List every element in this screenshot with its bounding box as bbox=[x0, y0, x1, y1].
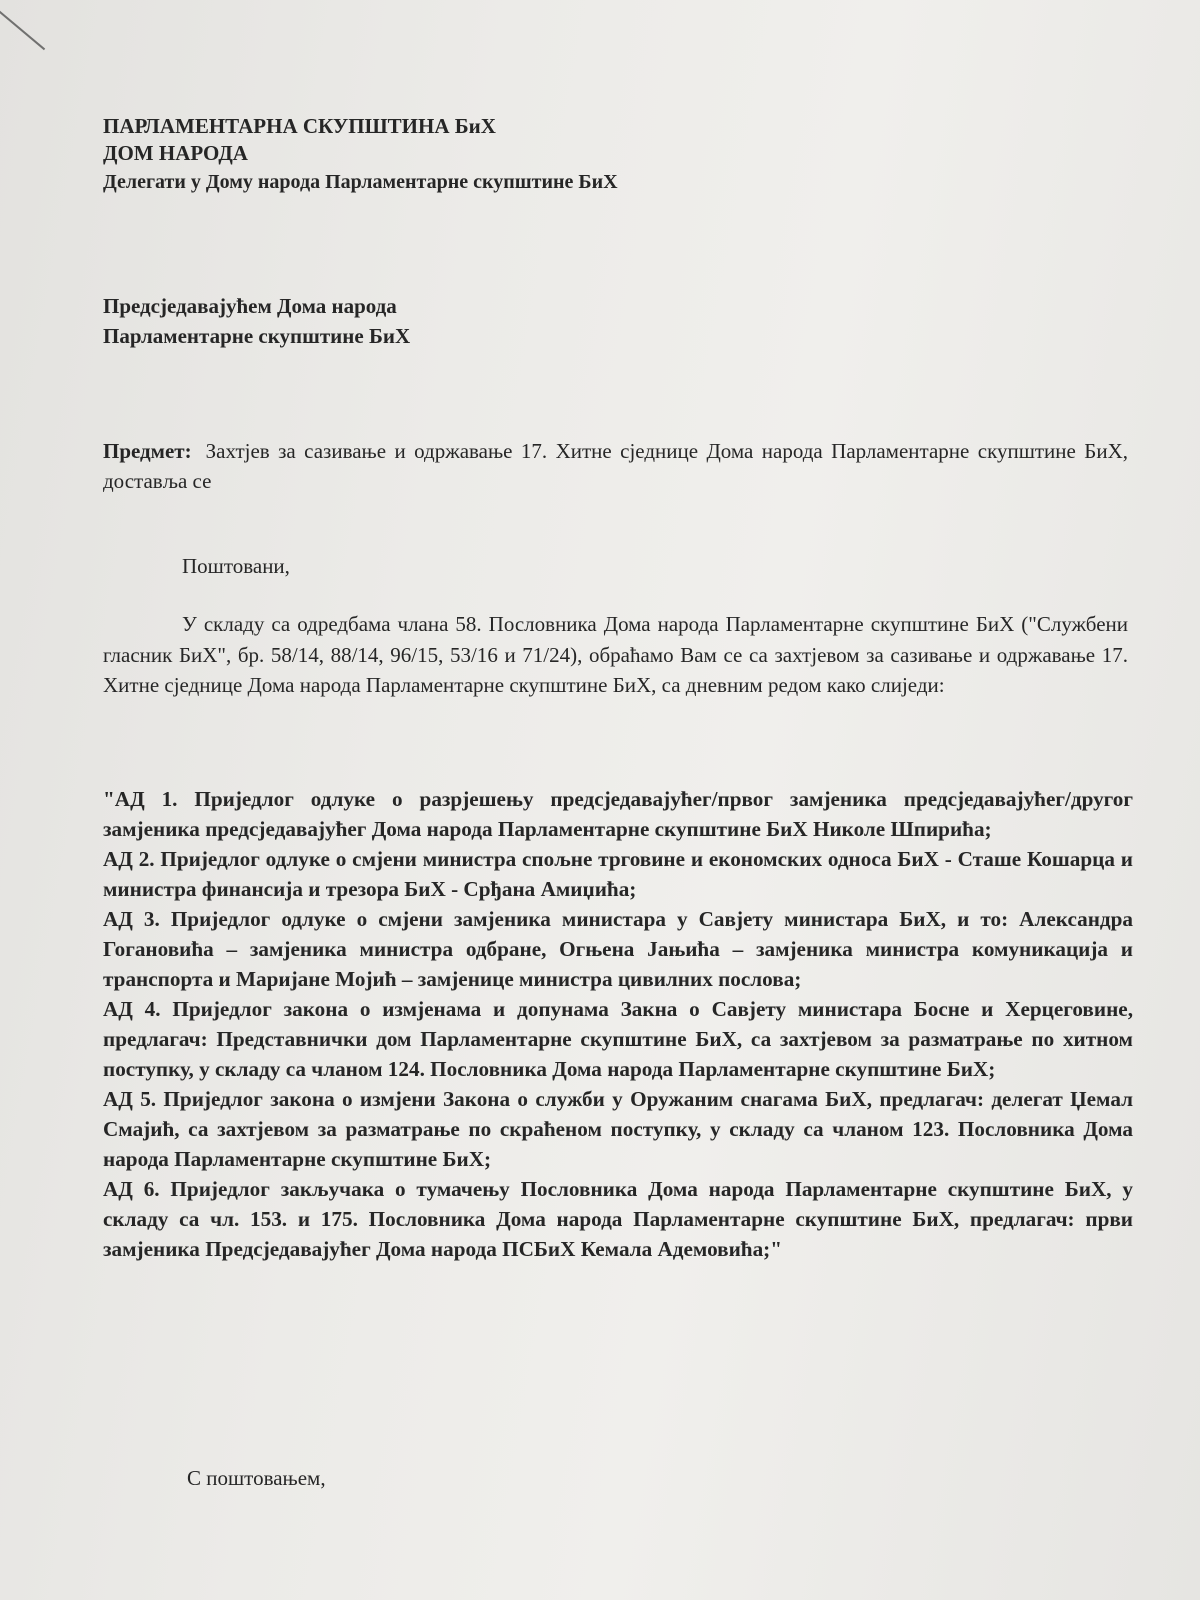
intro-paragraph: У складу са одредбама члана 58. Пословника Дома народа Парламентарне скупштине БиХ ("Службени гласник БиХ", бр. 58/14, 88/14, 96/15, 53/16 и 71/24), обраћамо Вам се са захтјевом за сазивање и одржавање 17. Хитне сједнице Дома народа Парламентарне скупштине БиХ, са дневним редом како слиједи: bbox=[103, 612, 1128, 697]
subject-line bbox=[103, 436, 1128, 496]
house-name: ДОМ НАРОДА bbox=[103, 141, 248, 165]
letterhead bbox=[103, 113, 1003, 196]
institution-name: ПАРЛАМЕНТАРНА СКУПШТИНА БиХ bbox=[103, 114, 496, 138]
agenda-item-2: АД 2. Приједлог одлуке о смјени министра спољне трговине и економских односа БиХ - Сташе Кошарца и министра финансија и трезора БиХ - Срђана Амиџића; bbox=[103, 847, 1133, 901]
addressee-line-1: Предсједавајућем Дома народа bbox=[103, 294, 397, 318]
salutation: Поштовани, bbox=[182, 554, 290, 578]
agenda-item-3: АД 3. Приједлог одлуке о смјени замјеника министара у Савјету министара БиХ, и то: Александра Гогановића – замјеника министра одбране, Огњена Јањића – замјеника министра комуникација и транспорта и Маријане Мојић – замјенице министра цивилних послова; bbox=[103, 907, 1133, 991]
addressee-line-2: Парламентарне скупштине БиХ bbox=[103, 324, 411, 348]
agenda-list bbox=[103, 784, 1133, 1264]
closing-salutation: С поштовањем, bbox=[187, 1466, 326, 1490]
agenda-item-1: "АД 1. Приједлог одлуке о разрјешењу предсједавајућег/првог замјеника предсједавајућег/другог замјеника предсједавајућег Дома народа Парламентарне скупштине БиХ Николе Шпирића; bbox=[103, 787, 1133, 841]
sender-group: Делегати у Дому народа Парламентарне скупштине БиХ bbox=[103, 171, 618, 193]
subject-label: Предмет: bbox=[103, 439, 192, 463]
agenda-item-6: АД 6. Приједлог закључака о тумачењу Пословника Дома народа Парламентарне скупштине БиХ, у складу са чл. 153. и 175. Пословника Дома народа Парламентарне скупштине БиХ, предлагач: први замјеника Предсједавајућег Дома народа ПСБиХ Кемала Адемовића;" bbox=[103, 1177, 1133, 1261]
agenda-item-5: АД 5. Приједлог закона о измјени Закона о служби у Оружаним снагама БиХ, предлагач: делегат Џемал Смајић, са захтјевом за разматрање по скраћеном поступку, у складу са чланом 123. Пословника Дома народа Парламентарне скупштине БиХ; bbox=[103, 1087, 1133, 1171]
pen-mark bbox=[0, 6, 45, 50]
addressee-block bbox=[103, 291, 1003, 351]
agenda-item-4: АД 4. Приједлог закона о измјенама и допунама Закна о Савјету министара Босне и Херцеговине, предлагач: Представнички дом Парламентарне скупштине БиХ, са захтјевом за разматрање по хитном поступку, у складу са чланом 124. Пословника Дома народа Парламентарне скупштине БиХ; bbox=[103, 997, 1133, 1081]
subject-text: Захтјев за сазивање и одржавање 17. Хитне сједнице Дома народа Парламентарне скупштине БиХ, доставља се bbox=[103, 439, 1128, 493]
